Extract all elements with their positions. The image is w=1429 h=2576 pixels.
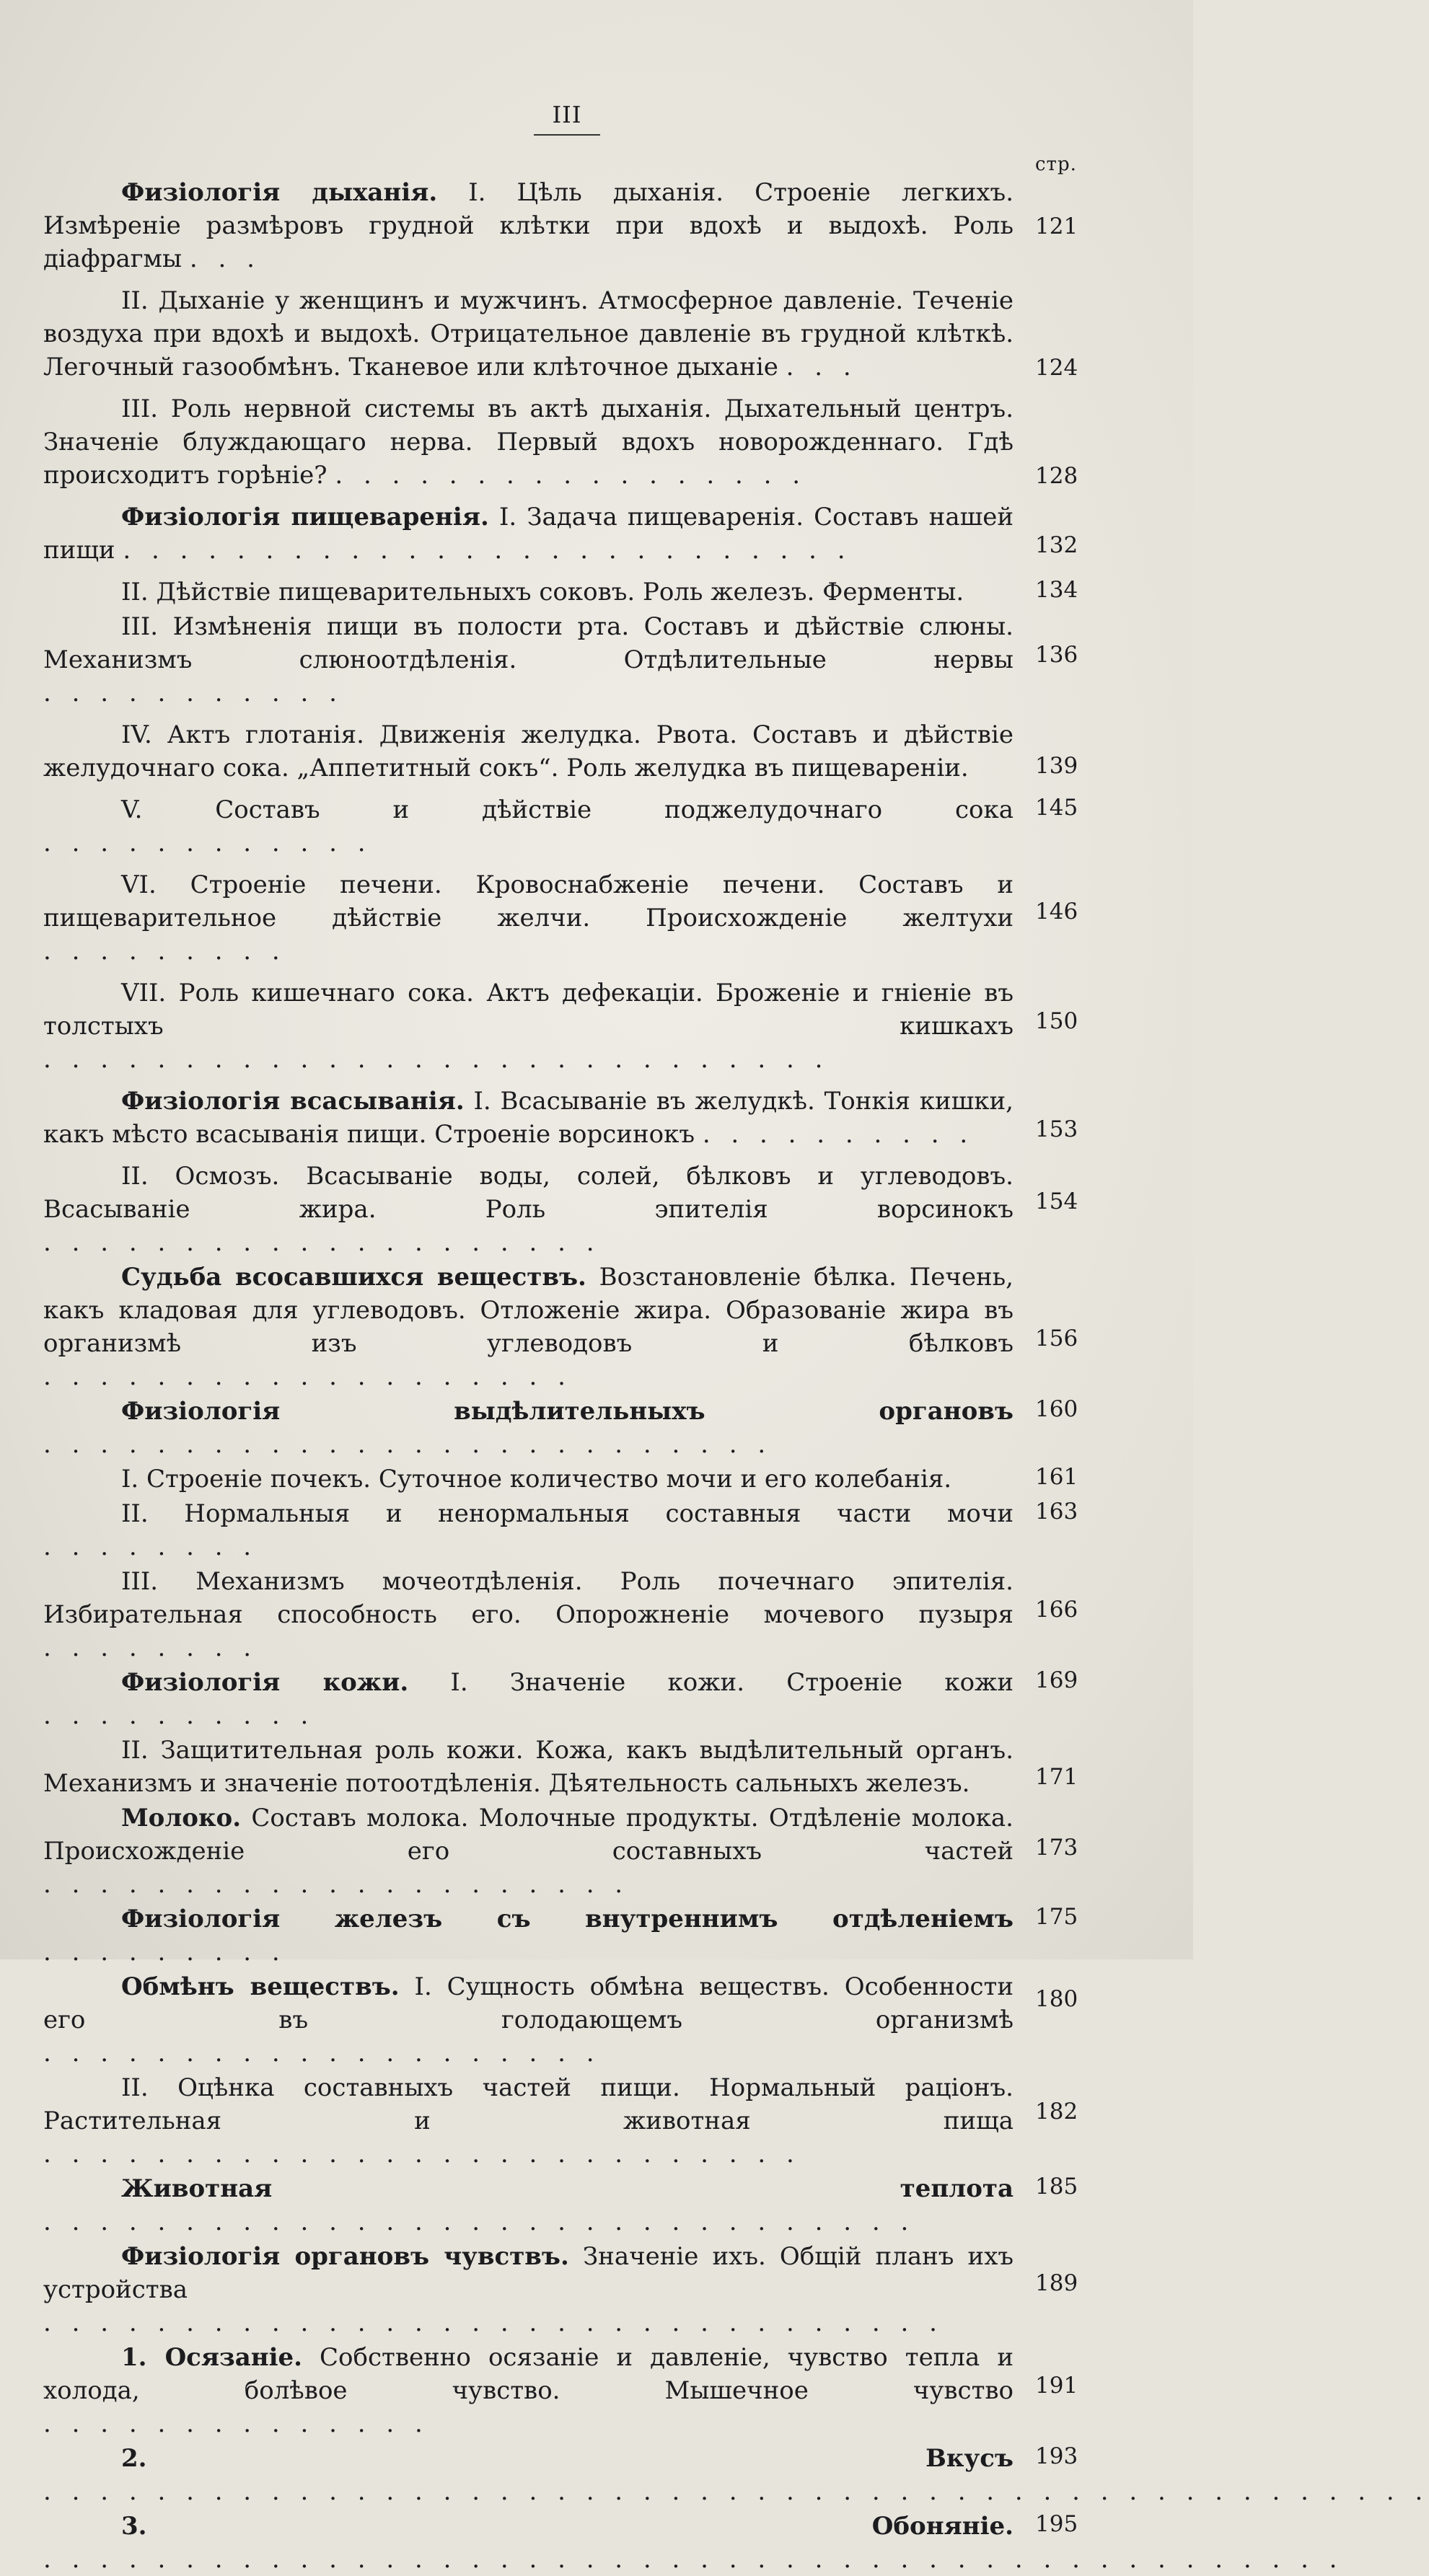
entry-heading: Физіологія кожи.	[121, 1668, 409, 1697]
entry-text: Возстановленіе бѣлка. Печень, какъ кладовая для углеводовъ. Отложеніе жира. Образованіе жира въ организмѣ изъ углеводовъ и бѣлковъ	[43, 1263, 1014, 1358]
entry-page-number: 145	[1035, 795, 1078, 821]
entry-text: I. Сущность обмѣна веществъ. Особенности его въ голодающемъ организмѣ	[43, 1972, 1014, 2034]
entry-heading: Судьба всосавшихся веществъ.	[121, 1263, 586, 1292]
entry-page-number: 180	[1035, 1986, 1078, 2012]
toc-entry: 2. Вкусъ . . . . . . . . . . . . . . . . . . . . . . . . . . . . . . . . . . . . . . . . . . . . . . . . . 193	[43, 2443, 1429, 2506]
toc-entry: Физіологія кожи. I. Значеніе кожи. Строеніе кожи . . . . . . . . . . 169	[0, 1666, 1193, 1732]
entry-page-number: 193	[1035, 2443, 1078, 2469]
entry-heading: 1. Осязаніе.	[121, 2343, 302, 2372]
entry-text: Значеніе ихъ. Общій планъ ихъ устройства	[43, 2242, 1014, 2304]
toc-entry: II. Нормальныя и ненормальныя составныя части мочи . . . . . . . . 163	[0, 1497, 1193, 1563]
entry-page-number: 169	[1035, 1667, 1078, 1693]
entry-heading: Молоко.	[121, 1804, 242, 1832]
entry-page-number: 121	[1035, 213, 1078, 239]
toc-entry: Физіологія всасыванія. I. Всасываніе въ желудкѣ. Тонкія кишки, какъ мѣсто всасыванія пищи. Строеніе ворсинокъ . . . . . . . . . . 153	[0, 1085, 1193, 1151]
entry-text: I. Строеніе почекъ. Суточное количество мочи и его колебанія.	[121, 1465, 952, 1494]
entry-text: II. Дыханіе у женщинъ и мужчинъ. Атмосферное давленіе. Теченіе воздуха при вдохѣ и выдохѣ. Отрицательное давленіе въ грудной клѣткѣ. Легочный газообмѣнъ. Тканевое или клѣточное дыханіе	[43, 286, 1014, 381]
toc-entry	[0, 1734, 1193, 1800]
toc-entry: Физіологія дыханія. I. Цѣль дыханія. Строеніе легкихъ. Измѣреніе размѣровъ грудной клѣтки при вдохѣ и выдохѣ. Роль діафрагмы . . . 121	[0, 176, 1193, 275]
entry-page-number: 156	[1035, 1326, 1078, 1351]
entry-page-number: 161	[1035, 1464, 1078, 1490]
entry-page-number: 163	[1035, 1499, 1078, 1525]
entry-page-number: 139	[1035, 753, 1078, 779]
entry-text: II. Защитительная роль кожи. Кожа, какъ выдѣлительный органъ. Механизмъ и значеніе потоотдѣленія. Дѣятельность сальныхъ железъ.	[43, 1736, 1014, 1798]
toc-entry: VI. Строеніе печени. Кровоснабженіе печени. Составъ и пищеварительное дѣйствіе желчи. Происхожденіе желтухи . . . . . . . . . 146	[0, 868, 1193, 968]
toc-entry: Молоко. Составъ молока. Молочные продукты. Отдѣленіе молока. Происхожденіе его составныхъ частей . . . . . . . . . . . . . . . . . . . . . 173	[0, 1801, 1193, 1901]
entry-page-number: 166	[1035, 1597, 1078, 1623]
toc-entry: II. Оцѣнка составныхъ частей пищи. Нормальный раціонъ. Растительная и животная пища . . . . . . . . . . . . . . . . . . . . . . . . . . . 182	[0, 2071, 1193, 2171]
entry-page-number: 132	[1035, 532, 1078, 558]
entry-text: V. Составъ и дѣйствіе поджелудочнаго сока	[121, 795, 1014, 824]
entry-page-number: 128	[1035, 463, 1078, 489]
entry-text: Собственно осязаніе и давленіе, чувство тепла и холода, болѣвое чувство. Мышечное чувство	[43, 2343, 1014, 2405]
entry-page-number: 185	[1035, 2174, 1078, 2200]
entry-heading: Животная теплота	[121, 2174, 1014, 2203]
toc-entry: Физіологія железъ съ внутреннимъ отдѣленіемъ . . . . . . . . . 175	[0, 1902, 1193, 1969]
toc-entry: Обмѣнъ веществъ. I. Сущность обмѣна веществъ. Особенности его въ голодающемъ организмѣ . . . . . . . . . . . . . . . . . . . . 180	[0, 1970, 1193, 2070]
toc-entry: Физіологія выдѣлительныхъ органовъ . . . . . . . . . . . . . . . . . . . . . . . . . . 160	[0, 1395, 1193, 1461]
entry-text: I. Значеніе кожи. Строеніе кожи	[408, 1668, 1014, 1697]
entry-heading: 2. Вкусъ	[121, 2444, 1014, 2473]
table-of-contents	[0, 176, 1429, 2576]
entry-text: VI. Строеніе печени. Кровоснабженіе печени. Составъ и пищеварительное дѣйствіе желчи. Происхожденіе желтухи	[43, 870, 1014, 932]
toc-entry: III. Механизмъ мочеотдѣленія. Роль почечнаго эпителія. Избирательная способность его. Опорожненіе мочевого пузыря . . . . . . . . 166	[0, 1565, 1193, 1664]
entry-page-number: 191	[1035, 2373, 1078, 2399]
entry-heading: Обмѣнъ веществъ.	[121, 1972, 400, 2001]
entry-page-number: 160	[1035, 1396, 1078, 1422]
toc-entry: Физіологія пищеваренія. I. Задача пищеваренія. Составъ нашей пищи . . . . . . . . . . . . . . . . . . . . . . . . . . 132	[0, 500, 1193, 567]
entry-page-number: 154	[1035, 1188, 1078, 1214]
toc-entry: Физіологія органовъ чувствъ. Значеніе ихъ. Общій планъ ихъ устройства . . . . . . . . . . . . . . . . . . . . . . . . . . . . . . . . 189	[0, 2240, 1193, 2339]
entry-heading: 3. Обоняніе.	[121, 2512, 1014, 2541]
entry-heading: Физіологія дыханія.	[121, 178, 438, 207]
toc-entry	[0, 718, 1193, 785]
toc-entry: Животная теплота . . . . . . . . . . . . . . . . . . . . . . . . . . . . . . . 185	[0, 2172, 1193, 2238]
entry-text: III. Механизмъ мочеотдѣленія. Роль почечнаго эпителія. Избирательная способность его. Опорожненіе мочевого пузыря	[43, 1567, 1014, 1629]
entry-page-number: 153	[1035, 1116, 1078, 1142]
entry-page-number: 173	[1035, 1835, 1078, 1861]
entry-page-number: 171	[1035, 1764, 1078, 1790]
entry-page-number: 134	[1035, 577, 1078, 603]
toc-entry: Судьба всосавшихся веществъ. Возстановленіе бѣлка. Печень, какъ кладовая для углеводовъ. Отложеніе жира. Образованіе жира въ организмѣ изъ углеводовъ и бѣлковъ . . . . . . . . . . . . . . . . . . . 156	[0, 1261, 1193, 1393]
entry-text: IV. Актъ глотанія. Движенія желудка. Рвота. Составъ и дѣйствіе желудочнаго сока. „Аппетитный сокъ“. Роль желудка въ пищевареніи.	[43, 720, 1014, 782]
entry-page-number: 182	[1035, 2099, 1078, 2125]
entry-heading: Физіологія выдѣлительныхъ органовъ	[121, 1397, 1014, 1426]
toc-entry: II. Осмозъ. Всасываніе воды, солей, бѣлковъ и углеводовъ. Всасываніе жира. Роль эпителія ворсинокъ . . . . . . . . . . . . . . . . . . . . 154	[0, 1160, 1193, 1259]
entry-page-number: 136	[1035, 642, 1078, 668]
toc-entry: III. Измѣненія пищи въ полости рта. Составъ и дѣйствіе слюны. Механизмъ слюноотдѣленія. Отдѣлительные нервы . . . . . . . . . . . 136	[0, 610, 1193, 710]
entry-text: VII. Роль кишечнаго сока. Актъ дефекаціи. Броженіе и гніеніе въ толстыхъ кишкахъ	[43, 979, 1014, 1041]
toc-entry: V. Составъ и дѣйствіе поджелудочнаго сока . . . . . . . . . . . . 145	[0, 793, 1193, 860]
toc-entry: VII. Роль кишечнаго сока. Актъ дефекаціи. Броженіе и гніеніе въ толстыхъ кишкахъ . . . . . . . . . . . . . . . . . . . . . . . . . . . . 150	[0, 976, 1193, 1076]
toc-entry	[0, 575, 1193, 609]
entry-page-number: 195	[1035, 2511, 1078, 2537]
entry-text: III. Роль нервной системы въ актѣ дыханія. Дыхательный центръ. Значеніе блуждающаго нерва. Первый вдохъ новорожденнаго. Гдѣ происходитъ горѣніе?	[43, 394, 1014, 490]
entry-text: II. Нормальныя и ненормальныя составныя части мочи	[121, 1499, 1014, 1528]
entry-text: Составъ молока. Молочные продукты. Отдѣленіе молока. Происхожденіе его составныхъ частей	[43, 1804, 1014, 1866]
entry-page-number: 150	[1035, 1008, 1078, 1034]
toc-entry: III. Роль нервной системы въ актѣ дыханія. Дыхательный центръ. Значеніе блуждающаго нерва. Первый вдохъ новорожденнаго. Гдѣ происходитъ горѣніе? . . . . . . . . . . . . . . . . . 128	[0, 392, 1193, 492]
page-roman-numeral: III	[534, 101, 600, 136]
page-column-label: стр.	[1035, 154, 1077, 175]
entry-text: II. Осмозъ. Всасываніе воды, солей, бѣлковъ и углеводовъ. Всасываніе жира. Роль эпителія ворсинокъ	[43, 1162, 1014, 1224]
entry-text: I. Задача пищеваренія. Составъ нашей пищи	[43, 503, 1014, 565]
entry-heading: Физіологія всасыванія.	[121, 1087, 465, 1116]
entry-heading: Физіологія пищеваренія.	[121, 503, 489, 531]
toc-entry: 1. Осязаніе. Собственно осязаніе и давленіе, чувство тепла и холода, болѣвое чувство. Мышечное чувство . . . . . . . . . . . . . . 191	[0, 2341, 1193, 2440]
entry-text: III. Измѣненія пищи въ полости рта. Составъ и дѣйствіе слюны. Механизмъ слюноотдѣленія. Отдѣлительные нервы	[43, 612, 1014, 674]
entry-text: I. Цѣль дыханія. Строеніе легкихъ. Измѣреніе размѣровъ грудной клѣтки при вдохѣ и выдохѣ. Роль діафрагмы	[43, 178, 1014, 273]
entry-page-number: 124	[1035, 355, 1078, 381]
entry-page-number: 175	[1035, 1904, 1078, 1930]
entry-page-number: 146	[1035, 899, 1078, 925]
toc-entry: II. Дыханіе у женщинъ и мужчинъ. Атмосферное давленіе. Теченіе воздуха при вдохѣ и выдохѣ. Отрицательное давленіе въ грудной клѣткѣ. Легочный газообмѣнъ. Тканевое или клѣточное дыханіе . . . 124	[0, 284, 1193, 384]
entry-page-number: 189	[1035, 2270, 1078, 2296]
entry-text: I. Всасываніе въ желудкѣ. Тонкія кишки, какъ мѣсто всасыванія пищи. Строеніе ворсинокъ	[43, 1087, 1014, 1149]
entry-heading: Физіологія железъ съ внутреннимъ отдѣленіемъ	[121, 1905, 1014, 1933]
entry-text: II. Оцѣнка составныхъ частей пищи. Нормальный раціонъ. Растительная и животная пища	[43, 2073, 1014, 2135]
toc-entry: 3. Обоняніе. . . . . . . . . . . . . . . . . . . . . . . . . . . . . . . . . . . . . . . . . . . . . . . 195	[43, 2511, 1344, 2574]
toc-entry	[0, 1463, 1193, 1496]
entry-text: II. Дѣйствіе пищеварительныхъ соковъ. Роль железъ. Ферменты.	[121, 578, 964, 606]
entry-heading: Физіологія органовъ чувствъ.	[121, 2242, 569, 2271]
